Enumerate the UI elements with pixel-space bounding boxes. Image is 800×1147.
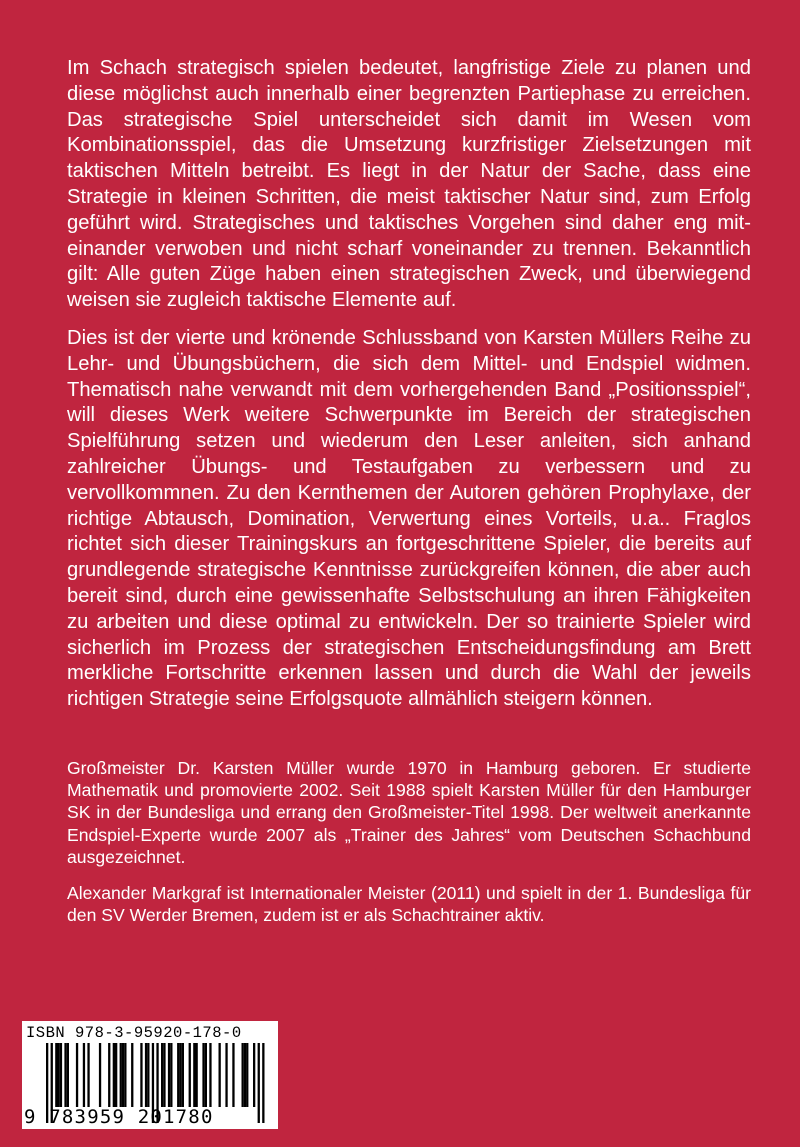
- description-text: [67, 56, 751, 725]
- barcode-bar: [182, 1043, 184, 1107]
- barcode-bar: [161, 1043, 163, 1107]
- barcode-bar: [193, 1043, 195, 1107]
- barcode-bar: [225, 1043, 227, 1107]
- barcode-bar: [145, 1043, 147, 1107]
- barcode-bar: [177, 1043, 179, 1107]
- ean-digits: 9 783959 201780: [24, 1106, 214, 1128]
- description-paragraph-1: Im Schach strategisch spielen bedeutet, langfristige Ziele zu planen und diese möglichst auch innerhalb einer begrenzten Partiephase zu erreichen. Das strategische Spiel unterscheidet sich damit im Wesen vom Kombinationsspiel, das die Umsetzung kurzfristiger Zielsetzungen mit taktischen Mitteln betreibt. Es liegt in der Natur der Sache, dass eine Strategie in kleinen Schritten, die meist taktischer Natur sind, zum Erfolg geführt wird. Strategisches und taktisches Vorgehen sind daher eng miteinander verwoben und nicht scharf voneinander zu trennen. Bekanntlich gilt: Alle guten Züge haben einen strategischen Zweck, und überwiegend weisen sie zugleich taktische Elemente auf.: [67, 57, 751, 312]
- author-bio-mueller: Großmeister Dr. Karsten Müller wurde 1970 in Hamburg geboren. Er studierte Mathematik und promovierte 2002. Seit 1988 spielt Karsten Müller für den Hamburger SK in der Bundesliga und errang den Großmeister-Titel 1998. Der weltweit anerkannte Endspiel-Experte wurde 2007 als „Trainer des Jahres“ vom Deutschen Schachbund ausgezeichnet.: [67, 758, 751, 867]
- isbn-label: ISBN 978-3-95920-178-0: [26, 1024, 242, 1042]
- isbn-barcode: [22, 1021, 278, 1129]
- barcode-bar: [87, 1043, 89, 1107]
- barcode-bar: [244, 1043, 246, 1107]
- barcode-bar: [205, 1043, 207, 1107]
- barcode-bar: [170, 1043, 172, 1107]
- barcode-bar: [196, 1043, 198, 1107]
- description-paragraph-2: Dies ist der vierte und krönende Schlussband von Karsten Müllers Reihe zu Lehr- und Übungsbüchern, die sich dem Mittel- und Endspiel widmen. Thematisch nahe verwandt mit dem vorhergehenden Band „Positionsspiel“, will dieses Werk weitere Schwerpunkte im Bereich der strategischen Spielführung setzen und wiederum den Leser anleiten, sich anhand zahlreicher Übungs- und Testaufgaben zu verbessern und zu vervollkommnen. Zu den Kernthemen der Autoren gehören Prophylaxe, der richtige Abtausch, Domination, Verwertung eines Vorteils, u.a.. Fraglos richtet sich dieser Trainingskurs an fortgeschrittene Spieler, die bereits auf grundlegende strategische Kenntnisse zurückgreifen können, die aber auch bereit sind, durch eine gewissenhafte Selbstschulung an ihren Fähigkeiten zu arbeiten und diese optimal zu entwickeln. Der so trainierte Spieler wird sicherlich im Prozess der strategischen Entscheidungsfindung am Brett merkliche Fortschritte erkennen lassen und durch die Wahl der jeweils richtigen Strategie seine Erfolgsquote allmählich steigern können.: [67, 326, 751, 711]
- barcode-bar: [219, 1043, 221, 1107]
- barcode-bar: [124, 1043, 126, 1107]
- barcode-bar: [115, 1043, 117, 1107]
- barcode-bar: [179, 1043, 181, 1107]
- barcode-bar: [113, 1043, 115, 1107]
- author-bio-markgraf: Alexander Markgraf ist Internationaler Meister (2011) und spielt in der 1. Bundesliga für den SV Werder Bremen, zudem ist er als Schachtrainer aktiv.: [67, 883, 751, 926]
- barcode-bar: [108, 1043, 110, 1107]
- barcode-bar: [99, 1043, 101, 1107]
- barcode-bar: [131, 1043, 133, 1107]
- barcode-bar: [246, 1043, 248, 1107]
- author-bios: [67, 757, 751, 940]
- barcode-bar: [58, 1043, 60, 1107]
- barcode-bar: [147, 1043, 149, 1107]
- barcode-bar: [163, 1043, 165, 1107]
- barcode-bar: [168, 1043, 170, 1107]
- barcode-bar: [64, 1043, 66, 1107]
- barcode-bar: [209, 1043, 211, 1107]
- barcode-bar: [253, 1043, 255, 1107]
- barcode-bar: [122, 1043, 124, 1107]
- barcode-bar: [232, 1043, 234, 1107]
- barcode-bar: [120, 1043, 122, 1107]
- barcode-bar: [76, 1043, 78, 1107]
- barcode-bar: [83, 1043, 85, 1107]
- barcode-bar: [202, 1043, 204, 1107]
- barcode-bar: [140, 1043, 142, 1107]
- barcode-bar: [55, 1043, 57, 1107]
- barcode-bar: [189, 1043, 191, 1107]
- barcode-bar: [67, 1043, 69, 1107]
- barcode-bar: [60, 1043, 62, 1107]
- barcode-bar: [242, 1043, 244, 1107]
